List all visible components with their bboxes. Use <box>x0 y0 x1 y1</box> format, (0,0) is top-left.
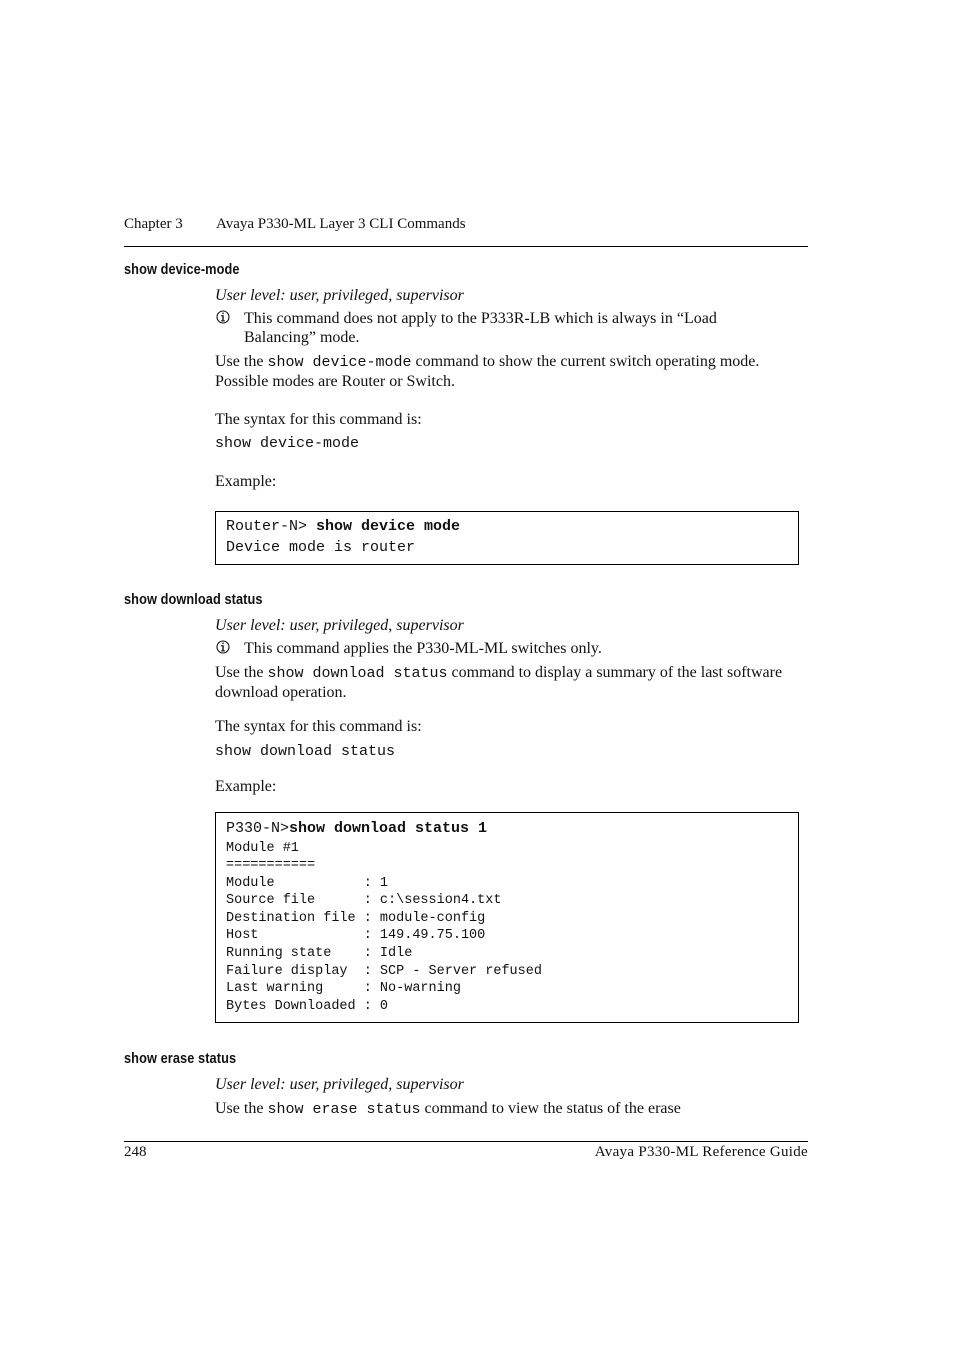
guide-title: Avaya P330-ML Reference Guide <box>594 1144 808 1160</box>
example-label-device-mode: Example: <box>215 473 277 490</box>
syntax-intro-download-status: The syntax for this command is: <box>215 718 422 735</box>
desc-suffix: command to view the status of the erase <box>424 1100 681 1117</box>
description-erase-status <box>215 1099 790 1119</box>
page-number: 248 <box>124 1144 147 1160</box>
example-output-line: Device mode is router <box>226 539 416 556</box>
example-output-line: Running state : Idle <box>226 946 413 961</box>
info-note-icon <box>216 640 230 654</box>
syntax-download-status: show download status <box>215 743 396 760</box>
note-text: This command does not apply to the P333R-LB which is always in “Load Balancing” mode. <box>244 310 717 346</box>
desc-prefix: Use the <box>215 664 264 681</box>
example-output-line: Host : 149.49.75.100 <box>226 928 486 943</box>
cli-prompt: Router-N> <box>226 518 317 535</box>
example-output-line: Destination file : module-config <box>226 911 486 926</box>
example-command-line <box>226 518 460 535</box>
user-level-device-mode: User level: user, privileged, supervisor <box>215 287 464 304</box>
section-heading-device-mode: show device-mode <box>124 262 240 278</box>
chapter-label: Chapter 3 <box>124 216 183 232</box>
example-label-download-status: Example: <box>215 778 277 795</box>
header-rule <box>124 246 808 247</box>
cli-prompt: P330-N> <box>226 820 290 837</box>
section-heading-download-status: show download status <box>124 592 263 608</box>
chapter-title: Avaya P330-ML Layer 3 CLI Commands <box>216 216 466 232</box>
example-output-line: Last warning : No-warning <box>226 981 461 996</box>
footer-rule <box>124 1141 808 1142</box>
desc-prefix: Use the <box>215 1100 264 1117</box>
description-download-status <box>215 663 790 702</box>
example-output-line: Bytes Downloaded : 0 <box>226 999 389 1014</box>
cli-command: show download status 1 <box>289 820 488 837</box>
desc-command: show download status <box>267 665 448 682</box>
note-text: This command applies the P330-ML-ML switches only. <box>244 640 602 657</box>
section-heading-erase-status: show erase status <box>124 1051 237 1067</box>
info-note-icon <box>216 310 230 324</box>
desc-command: show erase status <box>267 1101 421 1118</box>
user-level-erase-status: User level: user, privileged, supervisor <box>215 1076 464 1093</box>
desc-suffix: command to show the current switch operating mode. Possible modes are Router or Switch. <box>215 353 760 390</box>
example-box-download-status <box>215 812 799 1023</box>
example-output-line: Failure display : SCP - Server refused <box>226 964 542 979</box>
syntax-device-mode: show device-mode <box>215 435 360 452</box>
desc-prefix: Use the <box>215 353 264 370</box>
example-output-line: Module : 1 <box>226 876 389 891</box>
example-output-line: =========== <box>226 858 316 873</box>
user-level-download-status: User level: user, privileged, supervisor <box>215 617 464 634</box>
syntax-intro-device-mode: The syntax for this command is: <box>215 411 422 428</box>
desc-command: show device-mode <box>267 354 412 371</box>
desc-suffix: command to display a summary of the last software download operation. <box>215 664 783 701</box>
description-device-mode <box>215 352 790 391</box>
example-command-line <box>226 820 487 837</box>
example-output-line: Module #1 <box>226 841 299 856</box>
example-box-device-mode <box>215 511 799 565</box>
cli-command: show device mode <box>316 518 461 535</box>
example-output-line: Source file : c:\session4.txt <box>226 893 502 908</box>
